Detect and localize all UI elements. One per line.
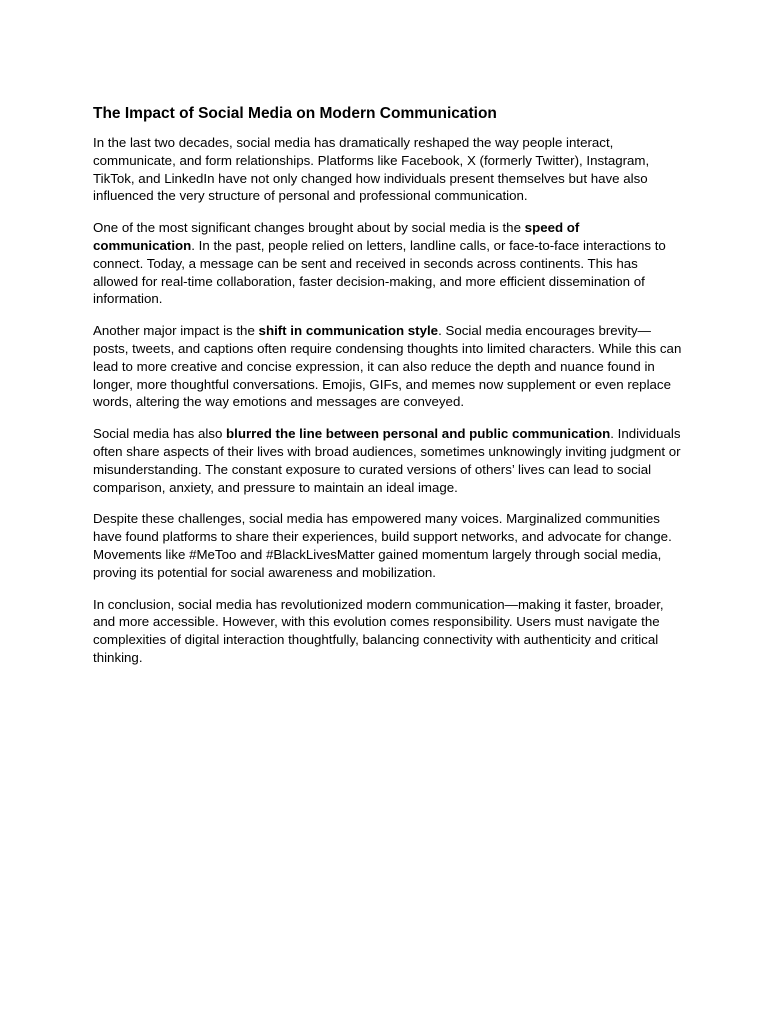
paragraph-public-private <box>93 425 683 496</box>
paragraph-bold-text: speed of communication <box>93 220 580 253</box>
paragraph-style <box>93 322 683 411</box>
paragraph-conclusion <box>93 596 683 667</box>
paragraph-empowerment <box>93 510 683 581</box>
paragraph-text: One of the most significant changes brought about by social media is the <box>93 220 525 236</box>
document-page <box>93 104 683 681</box>
paragraph-text: In the last two decades, social media has dramatically reshaped the way people interact, communicate, and form relationships. Platforms like Facebook, X (formerly Twitter), Instagram, TikTok, and LinkedIn have not only changed how individuals present themselves but have also influenced the very structure of personal and professional communication. <box>93 135 650 204</box>
document-title: The Impact of Social Media on Modern Communication <box>93 105 497 122</box>
paragraph-text: . Individuals often share aspects of their lives with broad audiences, sometimes unknowingly inviting judgment or misunderstanding. The constant exposure to curated versions of others’ lives can lead to social comparison, anxiety, and pressure to maintain an ideal image. <box>93 426 681 495</box>
paragraph-speed <box>93 219 683 308</box>
paragraph-bold-text: blurred the line between personal and public communication <box>226 426 611 442</box>
paragraph-text: . Social media encourages brevity—posts, tweets, and captions often require condensing thoughts into limited characters. While this can lead to more creative and concise expression, it can also reduce the depth and nuance found in longer, more thoughtful conversations. Emojis, GIFs, and memes now supplement or even replace words, altering the way emotions and messages are conveyed. <box>93 323 682 410</box>
paragraph-intro <box>93 134 683 205</box>
paragraph-bold-text: shift in communication style <box>258 323 439 339</box>
paragraph-text: Social media has also <box>93 426 227 442</box>
paragraph-text: In conclusion, social media has revolutionized modern communication—making it faster, broader, and more accessible. However, with this evolution comes responsibility. Users must navigate the complexities of digital interaction thoughtfully, balancing connectivity with authenticity and critical thinking. <box>93 596 664 665</box>
paragraph-text: . In the past, people relied on letters, landline calls, or face-to-face interactions to connect. Today, a message can be sent and received in seconds across continents. This has allowed for real-time collaboration, faster decision-making, and more efficient dissemination of information. <box>93 237 666 307</box>
paragraph-text: Another major impact is the <box>93 323 259 339</box>
paragraph-text: Despite these challenges, social media has empowered many voices. Marginalized communities have found platforms to share their experiences, build support networks, and advocate for change. Movements like #MeToo and #BlackLivesMatter gained momentum largely through social media, proving its potential for social awareness and mobilization. <box>93 511 672 580</box>
